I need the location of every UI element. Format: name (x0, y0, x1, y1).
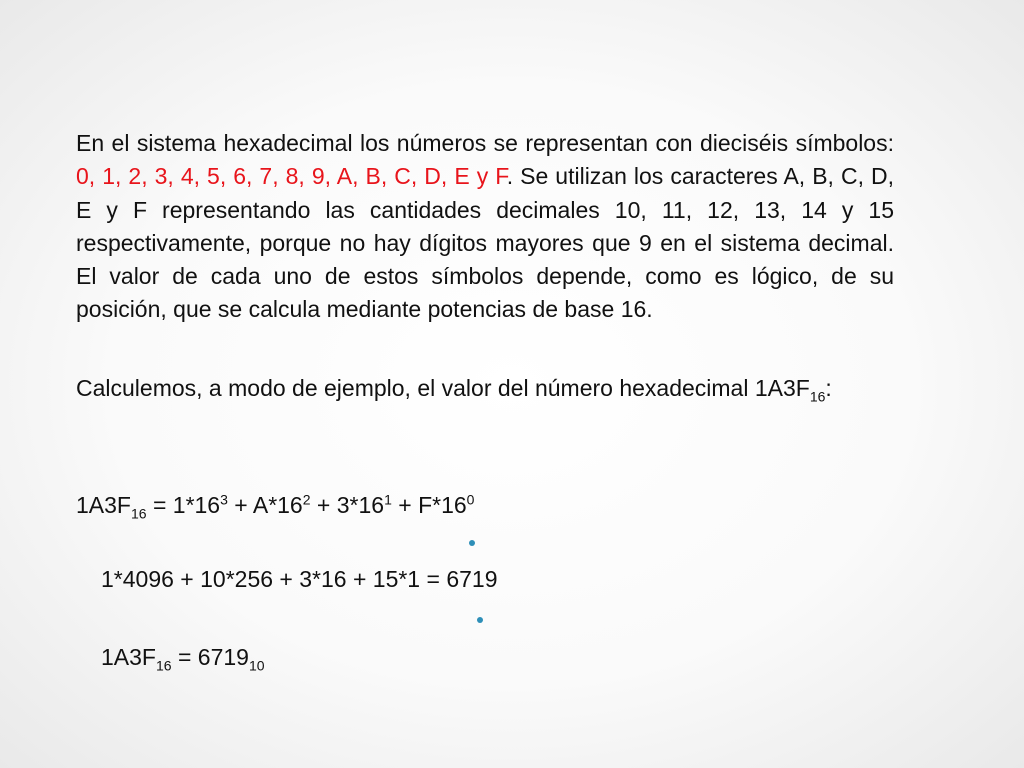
equation-result (101, 641, 265, 673)
eq1-sup: 3 (220, 491, 228, 508)
eq1-term: = 1*16 (146, 492, 221, 518)
eq1-term: + 3*16 (310, 492, 385, 518)
bullet-dot (469, 540, 475, 546)
eq3-term: 1A3F (101, 644, 156, 670)
hex-symbols-highlight: 0, 1, 2, 3, 4, 5, 6, 7, 8, 9, A, B, C, D, E y F (76, 163, 507, 190)
intro-text: En el sistema hexadecimal los números se representan con dieciséis símbolos: (76, 130, 894, 156)
intro-text-end: . Se utilizan los caracteres A, B, C, D, E y F representando las cantidades decimales 10, 11, 12, 13, 14 y 15 respectivamente, porque no hay dígitos mayores que 9 en el sistema decimal. El valor de cada uno de estos símbolos depende, como es lógico, de su posición, que se calcula mediante potencias de base 16. (76, 163, 894, 323)
eq1-term: 1A3F (76, 492, 131, 518)
equation-sum: 1*4096 + 10*256 + 3*16 + 15*1 = 6719 (101, 566, 498, 592)
eq1-sub: 16 (130, 505, 147, 522)
eq1-sup: 2 (302, 491, 311, 508)
bullet-dot (477, 617, 483, 623)
paragraph-example (76, 372, 894, 405)
eq1-term: + F*16 (391, 492, 467, 518)
eq1-sup: 1 (384, 491, 392, 508)
example-subscript: 16 (809, 388, 826, 405)
eq3-term: = 6719 (171, 644, 249, 670)
paragraph-hexadecimal-intro (76, 127, 894, 327)
eq1-term: + A*16 (227, 492, 303, 518)
example-text: Calculemos, a modo de ejemplo, el valor del número hexadecimal 1A3F (76, 375, 810, 401)
eq3-sub: 10 (248, 657, 265, 674)
example-colon: : (825, 375, 832, 401)
eq1-sup: 0 (466, 491, 475, 508)
equation-expansion (76, 489, 474, 521)
eq3-sub: 16 (155, 657, 172, 674)
